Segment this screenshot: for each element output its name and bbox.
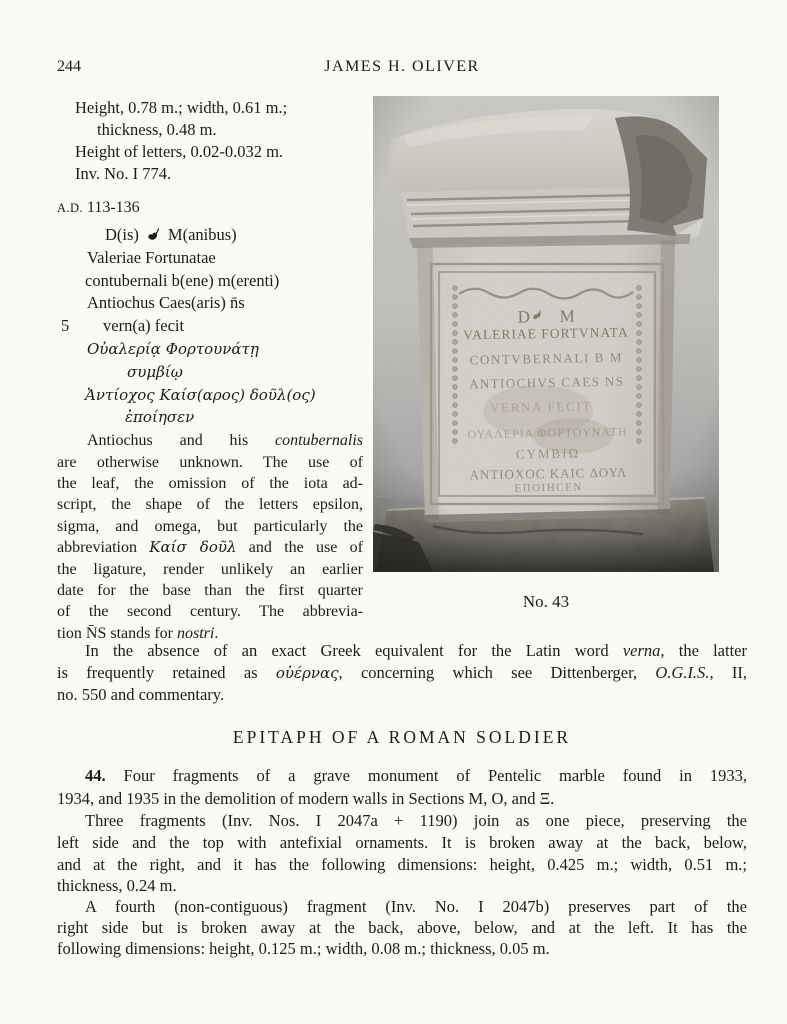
entry-number: 44.: [85, 766, 106, 785]
text-line: A fourth (non-contiguous) fragment (Inv. No. I 2047b) preserves part of the: [85, 897, 747, 916]
measurement-line: Height, 0.78 m.; width, 0.61 m.;: [75, 98, 288, 117]
text-line: left side and the top with antefixial ornaments. It is broken away at the back, below,: [57, 832, 747, 852]
date-range: 113-136: [86, 199, 140, 216]
inscription-line: D(is) M(anibus): [105, 225, 237, 244]
era-label: A.D.: [57, 201, 83, 215]
verna-paragraph: [57, 640, 747, 706]
monument-photo-image: [373, 96, 719, 572]
inscription-line-greek: Ἀντίοχος Καίσ(αρος) δοῦλ(ος): [85, 385, 316, 404]
text-line: sigma, and omega, but particularly the: [57, 517, 363, 535]
measurement-line: Height of letters, 0.02-0.032 m.: [75, 142, 284, 161]
text-line: In the absence of an exact Greek equivalent for the Latin word verna, the latter: [85, 641, 747, 660]
text-line: date for the base than the first quarter: [57, 582, 363, 600]
text-line: no. 550 and commentary.: [57, 685, 225, 704]
text-line: tion N̄S stands for nostri.: [57, 624, 219, 642]
text-line: 44. Four fragments of a grave monument of Pentelic marble found in 1933,: [85, 766, 747, 785]
running-head: JAMES H. OLIVER: [324, 58, 480, 75]
hedera-leaf-icon: [146, 226, 161, 241]
inscription-transcription: [57, 224, 363, 429]
inscription-line: Valeriae Fortunatae: [87, 247, 216, 267]
three-fragments-paragraph: [57, 810, 747, 897]
commentary-paragraph: [57, 430, 363, 644]
inscription-line-greek: συμβίῳ: [127, 362, 183, 381]
measurements-block: [57, 97, 363, 185]
text-line: of the second century. The abbrevia-: [57, 603, 363, 621]
text-line: is frequently retained as οὐέρνας, concerning which see Dittenberger, O.G.I.S., II,: [57, 663, 747, 682]
text-line: script, the shape of the letters epsilon,: [57, 496, 363, 514]
fourth-fragment-paragraph: [57, 896, 747, 959]
measurement-line: thickness, 0.48 m.: [97, 120, 217, 139]
page-number: 244: [57, 58, 81, 75]
text-line: and at the right, and it has the following dimensions: height, 0.425 m.; width, 0.51 m.;: [57, 854, 747, 874]
inscription-line: 5 vern(a) fecit: [57, 315, 363, 338]
text-line: Three fragments (Inv. Nos. I 2047a + 1190) join as one piece, preserving the: [85, 811, 747, 830]
inventory-number: Inv. No. I 774.: [75, 164, 172, 183]
entry-43-column: [57, 97, 363, 644]
date-line: [57, 197, 363, 219]
text-line: abbreviation Καίσ δοῦλ and the use of: [57, 538, 364, 557]
text-line: thickness, 0.24 m.: [57, 876, 177, 896]
entry-44-paragraph: [57, 764, 747, 810]
monument-photo: [373, 96, 719, 572]
text-line: the leaf, the omission of the iota ad-: [57, 474, 363, 492]
text-line: right side but is broken away at the back, above, below, and at the left. It has the: [57, 918, 747, 937]
inscription-line: Antiochus Caes(aris) n̄s: [87, 293, 245, 313]
inscription-line: contubernali b(ene) m(erenti): [85, 270, 280, 290]
inscription-line-greek: ἐποίησεν: [125, 408, 195, 427]
section-heading: EPITAPH OF A ROMAN SOLDIER: [232, 727, 572, 747]
text-line: the ligature, render unlikely an earlier: [57, 560, 363, 578]
text-line: following dimensions: height, 0.125 m.; width, 0.08 m.; thickness, 0.05 m.: [57, 939, 550, 958]
text-line: are otherwise unknown. The use of: [57, 453, 363, 471]
figure-caption: No. 43: [522, 592, 570, 611]
inscription-line-greek: Οὐαλερίᾳ Φορτουνάτῃ: [87, 339, 259, 358]
text-line: Antiochus and his contubernalis: [87, 432, 363, 450]
line-number: 5: [61, 316, 70, 336]
text-line: 1934, and 1935 in the demolition of modern walls in Sections Μ, Ο, and Ξ.: [57, 789, 555, 808]
